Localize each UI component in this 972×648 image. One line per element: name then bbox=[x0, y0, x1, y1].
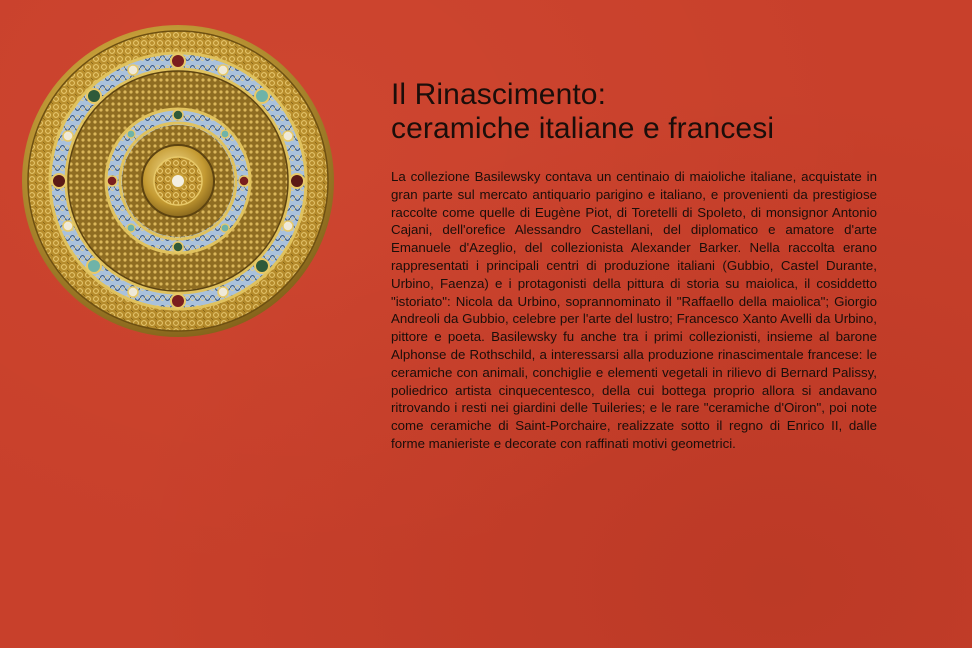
jeweled-disc-image bbox=[20, 23, 336, 339]
body-paragraph: La collezione Basilewsky contava un centinaio di maioliche italiane, acquistate in gran parte sul mercato antiquario parigino e italiano, e provenienti da prestigiose raccolte come quelle di Eugène Piot, di Toretelli di Spoleto, di monsignor Antonio Cajani, dell'orefice Alessandro Castellani, del diplomatico e amatore d'arte Emanuele d'Azeglio, del collezionista Alexander Barker. Nella raccolta erano rappresentati i principali centri di produzione italiani (Gubbio, Castel Durante, Urbino, Faenza) e i protagonisti della pittura di storia su maiolica, il cosiddetto "istoriato": Nicola da Urbino, soprannominato il "Raffaello della maiolica"; Giorgio Andreoli da Gubbio, celebre per l'arte del lustro; Francesco Xanto Avelli da Urbino, pittore e poeta. Basilewsky fu anche tra i primi collezionisti, insieme al barone Alphonse de Rothschild, a interessarsi alla produzione rinascimentale francese: le ceramiche con animali, conchiglie e elementi vegetali in rilievo di Bernard Palissy, poliedrico artista cinquecentesco, della cui bottega proprio allora si andavano ritrovando i resti nei giardini delle Tuileries; e le rare "ceramiche d'Oiron", poi note come ceramiche di Saint-Porchaire, realizzate sotto il regno di Enrico II, dalle forme manieriste e decorate con raffinati motivi geometrici. bbox=[391, 169, 877, 451]
jeweled-disc-illustration bbox=[20, 23, 336, 339]
page-title bbox=[391, 78, 877, 146]
title-line-2: ceramiche italiane e francesi bbox=[391, 112, 775, 145]
center-pearl bbox=[171, 174, 185, 188]
title-line-1: Il Rinascimento: bbox=[391, 78, 607, 111]
text-panel bbox=[391, 78, 877, 453]
